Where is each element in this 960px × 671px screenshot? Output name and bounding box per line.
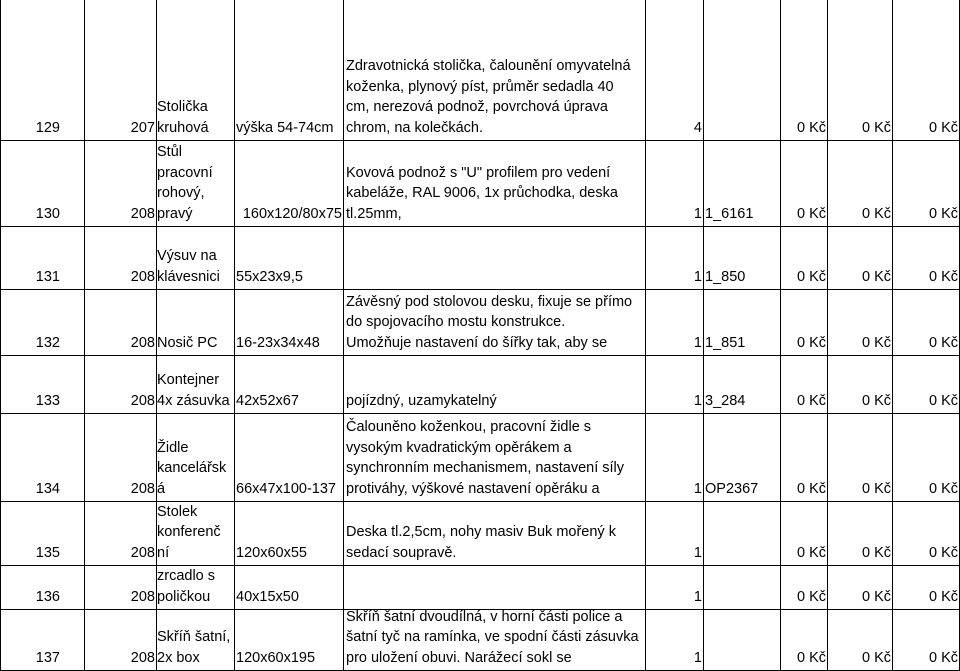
cell-desc: Zdravotnická stolička, čalounění omyvatelná koženka, plynový píst, průměr sedadla 40 cm, nerezová podnož, povrchová úprava chrom, na kolečkách.: [346, 58, 631, 136]
cell-name: Skříň šatní, 2x box: [157, 629, 231, 666]
cell-desc: [346, 267, 644, 288]
cell-p2: 0 Kč: [861, 205, 891, 222]
cell-name: zrcadlo s poličkou: [157, 568, 216, 605]
cell-code: 208: [130, 649, 155, 666]
cell-p1: 0 Kč: [796, 268, 826, 285]
cell-p1: 0 Kč: [796, 588, 826, 605]
cell-p2: 0 Kč: [861, 268, 891, 285]
cell-qty: 1: [693, 334, 702, 351]
cell-qty: 1: [693, 588, 702, 605]
cell-qty: 1: [693, 649, 702, 666]
cell-p2: 0 Kč: [861, 544, 891, 561]
cell-qty: 1: [693, 392, 702, 409]
cell-p2: 0 Kč: [861, 649, 891, 666]
cell-qty: 1: [693, 544, 702, 561]
cell-p3: 0 Kč: [928, 334, 958, 351]
cell-p3: 0 Kč: [928, 480, 958, 497]
cell-ref: 1_850: [705, 268, 746, 285]
cell-name: Židle kancelářsk á: [157, 439, 227, 497]
cell-p1: 0 Kč: [796, 392, 826, 409]
cell-p2: 0 Kč: [861, 588, 891, 605]
cell-p2: 0 Kč: [861, 480, 891, 497]
cell-p2: 0 Kč: [861, 334, 891, 351]
cell-code: 208: [130, 334, 155, 351]
cell-no: 135: [35, 544, 60, 561]
cell-dims: 55x23x9,5: [236, 268, 303, 285]
cell-p3: 0 Kč: [928, 205, 958, 222]
cell-p1: 0 Kč: [796, 480, 826, 497]
cell-no: 136: [35, 588, 60, 605]
cell-ref: [705, 118, 779, 139]
cell-dims: 120x60x195: [236, 649, 316, 666]
cell-name: Kontejner 4x zásuvka: [157, 372, 230, 409]
cell-p3: 0 Kč: [928, 544, 958, 561]
cell-p1: 0 Kč: [796, 649, 826, 666]
cell-p1: 0 Kč: [796, 544, 826, 561]
cell-ref: [705, 587, 779, 608]
cell-ref: 1_851: [705, 334, 746, 351]
cell-no: 129: [35, 119, 60, 136]
cell-no: 131: [35, 268, 60, 285]
cell-ref: [705, 648, 779, 669]
cell-p1: 0 Kč: [796, 334, 826, 351]
cell-dims: 66x47x100-137: [236, 480, 336, 497]
cell-desc: [346, 587, 644, 608]
cell-ref: 3_284: [705, 392, 746, 409]
cell-dims: 42x52x67: [236, 392, 299, 409]
cell-no: 134: [35, 480, 60, 497]
cell-p3: 0 Kč: [928, 268, 958, 285]
cell-p1: 0 Kč: [796, 205, 826, 222]
cell-dims: 160x120/80x75: [242, 205, 342, 222]
cell-code: 208: [130, 268, 155, 285]
cell-ref: [705, 543, 779, 564]
cell-no: 130: [35, 205, 60, 222]
cell-desc: Čalouněno koženkou, pracovní židle s vysokým kvadratickým opěrákem a synchronním mechanismem, nastavení síly protiváhy, výškové nastavení opěráku a: [346, 419, 625, 497]
cell-dims: 16-23x34x48: [236, 334, 320, 351]
cell-p3: 0 Kč: [928, 392, 958, 409]
cell-code: 208: [130, 392, 155, 409]
cell-code: 208: [130, 205, 155, 222]
cell-code: 208: [130, 588, 155, 605]
cell-ref: OP2367: [705, 480, 759, 497]
cell-desc: pojízdný, uzamykatelný: [346, 392, 497, 409]
cell-desc: Kovová podnož s "U" profilem pro vedení kabeláže, RAL 9006, 1x průchodka, deska tl.25mm,: [346, 164, 618, 222]
cell-ref: 1_6161: [705, 205, 754, 222]
cell-p3: 0 Kč: [928, 588, 958, 605]
cell-qty: 1: [693, 205, 702, 222]
cell-desc: Závěsný pod stolovou desku, fixuje se přímo do spojovacího mostu konstrukce. Umožňuje nastavení do šířky tak, aby se: [346, 293, 633, 351]
cell-p3: 0 Kč: [928, 649, 958, 666]
cell-p2: 0 Kč: [861, 392, 891, 409]
cell-code: 208: [130, 480, 155, 497]
cell-qty: 1: [693, 480, 702, 497]
cell-desc: Skříň šatní dvoudílná, v horní části police a šatní tyč na ramínka, ve spodní části zásuvka pro uložení obuvi. Narážecí sokl se: [346, 608, 639, 666]
cell-name: Stolička kruhová: [157, 99, 209, 136]
cell-name: Stolek konferenč ní: [157, 503, 221, 561]
cell-code: 208: [130, 544, 155, 561]
cell-no: 132: [35, 334, 60, 351]
cell-p2: 0 Kč: [861, 119, 891, 136]
cell-dims: výška 54-74cm: [236, 119, 334, 136]
cell-qty: 4: [693, 119, 702, 136]
cell-p1: 0 Kč: [796, 119, 826, 136]
cell-qty: 1: [693, 268, 702, 285]
cell-dims: 40x15x50: [236, 588, 299, 605]
cell-p3: 0 Kč: [928, 119, 958, 136]
cell-code: 207: [130, 119, 155, 136]
cell-dims: 120x60x55: [236, 544, 307, 561]
cell-name: Výsuv na klávesnici: [157, 248, 220, 285]
cell-no: 137: [35, 649, 60, 666]
cell-name: Stůl pracovní rohový, pravý: [157, 144, 213, 222]
cell-name: Nosič PC: [157, 334, 218, 351]
cell-no: 133: [35, 392, 60, 409]
cell-desc: Deska tl.2,5cm, nohy masiv Buk mořený k sedací soupravě.: [346, 524, 616, 561]
